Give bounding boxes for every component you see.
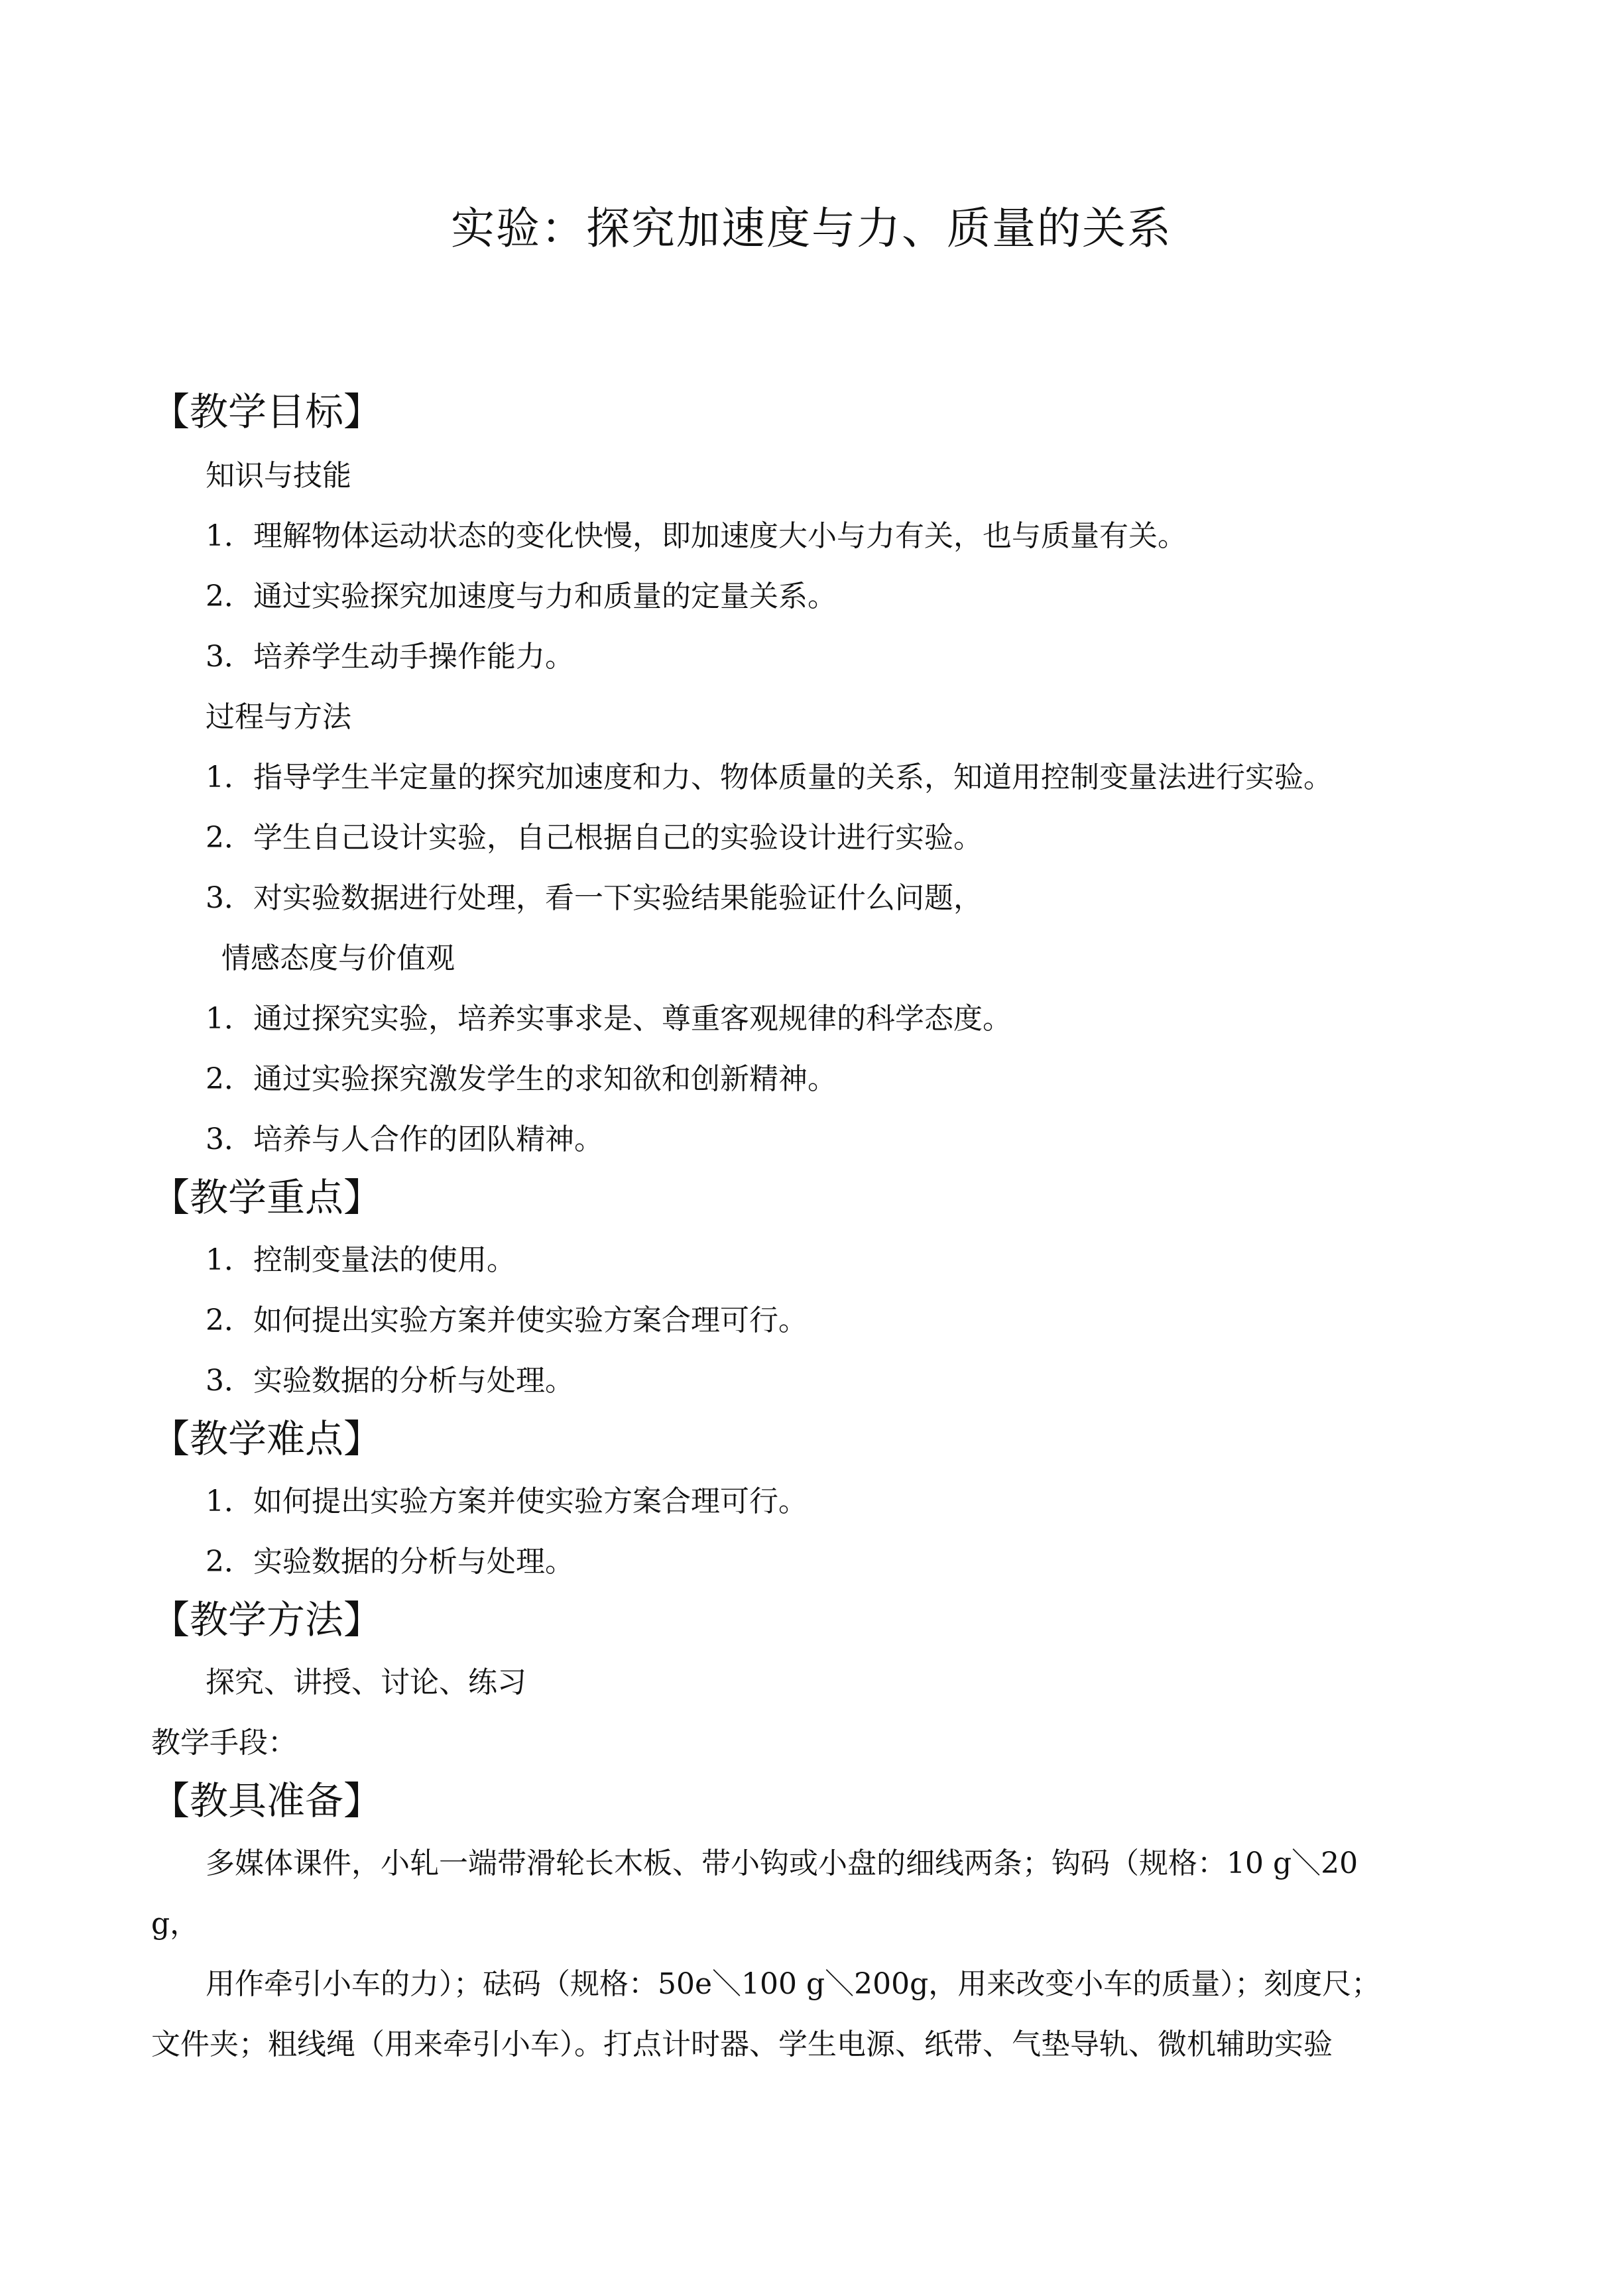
list-item: 2．通过实验探究激发学生的求知欲和创新精神。	[206, 1062, 837, 1096]
list-item: 2．学生自己设计实验，自己根据自己的实验设计进行实验。	[206, 821, 983, 855]
list-item: 1．指导学生半定量的探究加速度和力、物体质量的关系，知道用控制变量法进行实验。	[206, 760, 1333, 794]
section-heading-equipment: 【教具准备】	[151, 1778, 383, 1823]
section-heading-difficulties: 【教学难点】	[151, 1416, 383, 1461]
teaching-means-label: 教学手段：	[151, 1726, 297, 1760]
paragraph-line: g，	[151, 1907, 200, 1941]
methods-text: 探究、讲授、讨论、练习	[206, 1665, 526, 1699]
list-item: 3．培养学生动手操作能力。	[206, 640, 574, 674]
subheading-process: 过程与方法	[206, 700, 351, 734]
paragraph-line: 用作牵引小车的力）；砝码（规格：50e＼100 g＼200g，用来改变小车的质量）；刻度尺；	[206, 1967, 1381, 2001]
section-heading-goals: 【教学目标】	[151, 389, 383, 434]
page-title: 实验：探究加速度与力、质量的关系	[451, 203, 1172, 254]
paragraph-line: 多媒体课件，小轧一端带滑轮长木板、带小钩或小盘的细线两条；钩码（规格：10 g＼20	[206, 1846, 1358, 1880]
list-item: 3．对实验数据进行处理，看一下实验结果能验证什么问题，	[206, 881, 983, 915]
list-item: 1．控制变量法的使用。	[206, 1243, 516, 1277]
list-item: 1．通过探究实验，培养实事求是、尊重客观规律的科学态度。	[206, 1002, 1012, 1036]
list-item: 2．实验数据的分析与处理。	[206, 1545, 574, 1579]
section-heading-methods: 【教学方法】	[151, 1597, 383, 1642]
list-item: 1．理解物体运动状态的变化快慢，即加速度大小与力有关，也与质量有关。	[206, 519, 1187, 553]
list-item: 3．培养与人合作的团队精神。	[206, 1122, 603, 1156]
list-item: 2．通过实验探究加速度与力和质量的定量关系。	[206, 579, 837, 613]
section-heading-key-points: 【教学重点】	[151, 1175, 383, 1220]
subheading-knowledge: 知识与技能	[206, 459, 351, 493]
list-item: 2．如何提出实验方案并使实验方案合理可行。	[206, 1303, 808, 1337]
list-item: 1．如何提出实验方案并使实验方案合理可行。	[206, 1484, 808, 1518]
list-item: 3．实验数据的分析与处理。	[206, 1364, 574, 1398]
subheading-attitude: 情感态度与价值观	[221, 941, 455, 975]
paragraph-line: 文件夹；粗线绳（用来牵引小车）。打点计时器、学生电源、纸带、气垫导轨、微机辅助实验	[151, 2027, 1333, 2061]
